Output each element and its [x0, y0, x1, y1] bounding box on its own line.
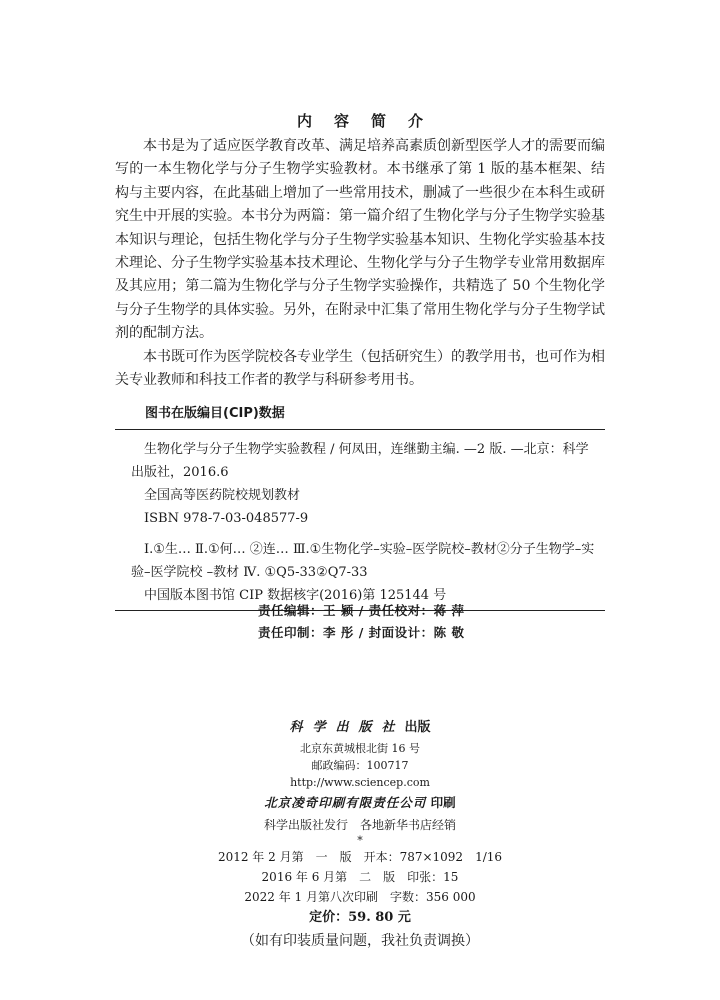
publisher-url: http://www.sciencep.com: [290, 776, 430, 789]
publisher-logotype: 科学出版社: [289, 720, 405, 735]
publisher-postcode: 邮政编码：100717: [311, 759, 409, 772]
edition-line-1: 2012 年 2 月第 一 版 开本：787×1092 1/16: [217, 850, 503, 864]
printer-name: 北京凌奇印刷有限责任公司: [264, 795, 427, 810]
cip-line-classification: Ⅰ.①生… Ⅱ.①何… ②连… Ⅲ.①生物化学–实验–医学院校–教材②分子生物学–实验–医学院校 –教材 Ⅳ. ①Q5-33②Q7-33: [131, 542, 595, 580]
publisher-address: 北京东黄城根北街 16 号: [300, 742, 420, 755]
cip-line-isbn: ISBN 978-7-03-048577-9: [144, 511, 309, 526]
credits: [258, 600, 558, 644]
publisher-name: [160, 716, 560, 740]
credits-print-line: 责任印制：李 彤 / 封面设计：陈 敬: [258, 625, 465, 640]
intro-paragraph-2: 本书既可作为医学院校各专业学生（包括研究生）的教学用书，也可作为相关专业教师和科技工作者的教学与科研参考用书。: [115, 348, 605, 389]
credits-editor-line: 责任编辑：王 颖 / 责任校对：蒋 萍: [258, 603, 465, 618]
cip-heading: 图书在版编目(CIP)数据: [115, 402, 605, 430]
quality-notice: （如有印装质量问题，我社负责调换）: [241, 933, 479, 949]
cip-line-title: 生物化学与分子生物学实验教程 / 何凤田，连继勤主编. —2 版. —北京：科学出版社，2016.6: [131, 442, 589, 480]
price: 定价：59. 80 元: [309, 910, 411, 925]
printer-line: [160, 791, 560, 815]
separator-star: *: [357, 834, 363, 847]
edition-line-2: 2016 年 6 月第 二 版 印张：15: [261, 870, 459, 884]
content-intro: [115, 135, 605, 392]
cip-block: [115, 402, 605, 611]
intro-paragraph-1: 本书是为了适应医学教育改革、满足培养高素质创新型医学人才的需要而编写的一本生物化学与分子生物学实验教材。本书继承了第 1 版的基本框架、结构与主要内容，在此基础上增加了一些常用技术，删减了一些很少在本科生或研究生中开展的实验。本书分为两篇：第一篇介绍了生物化学与分子生物学实验基本知识与理论，包括生物化学与分子生物学实验基本知识、生物化学实验基本技术理论、分子生物学实验基本技术理论、生物化学与分子生物学专业常用数据库及其应用；第二篇为生物化学与分子生物学实验操作，共精选了 50 个生物化学与分子生物学的具体实验。另外，在附录中汇集了常用生物化学与分子生物学试剂的配制方法。: [115, 138, 605, 342]
cip-body: [115, 438, 605, 607]
publisher-name-suffix: 出版: [404, 720, 431, 735]
cip-line-record: 中国版本图书馆 CIP 数据核字(2016)第 125144 号: [144, 588, 447, 603]
publisher-block: [160, 716, 560, 953]
edition-line-3: 2022 年 1 月第八次印刷 字数：356 000: [244, 890, 476, 904]
printer-suffix: 印刷: [430, 795, 456, 810]
cip-line-series: 全国高等医药院校规划教材: [144, 488, 301, 503]
distribution-line: 科学出版社发行 各地新华书店经销: [263, 818, 456, 832]
content-intro-title: 内容简介: [296, 112, 445, 130]
